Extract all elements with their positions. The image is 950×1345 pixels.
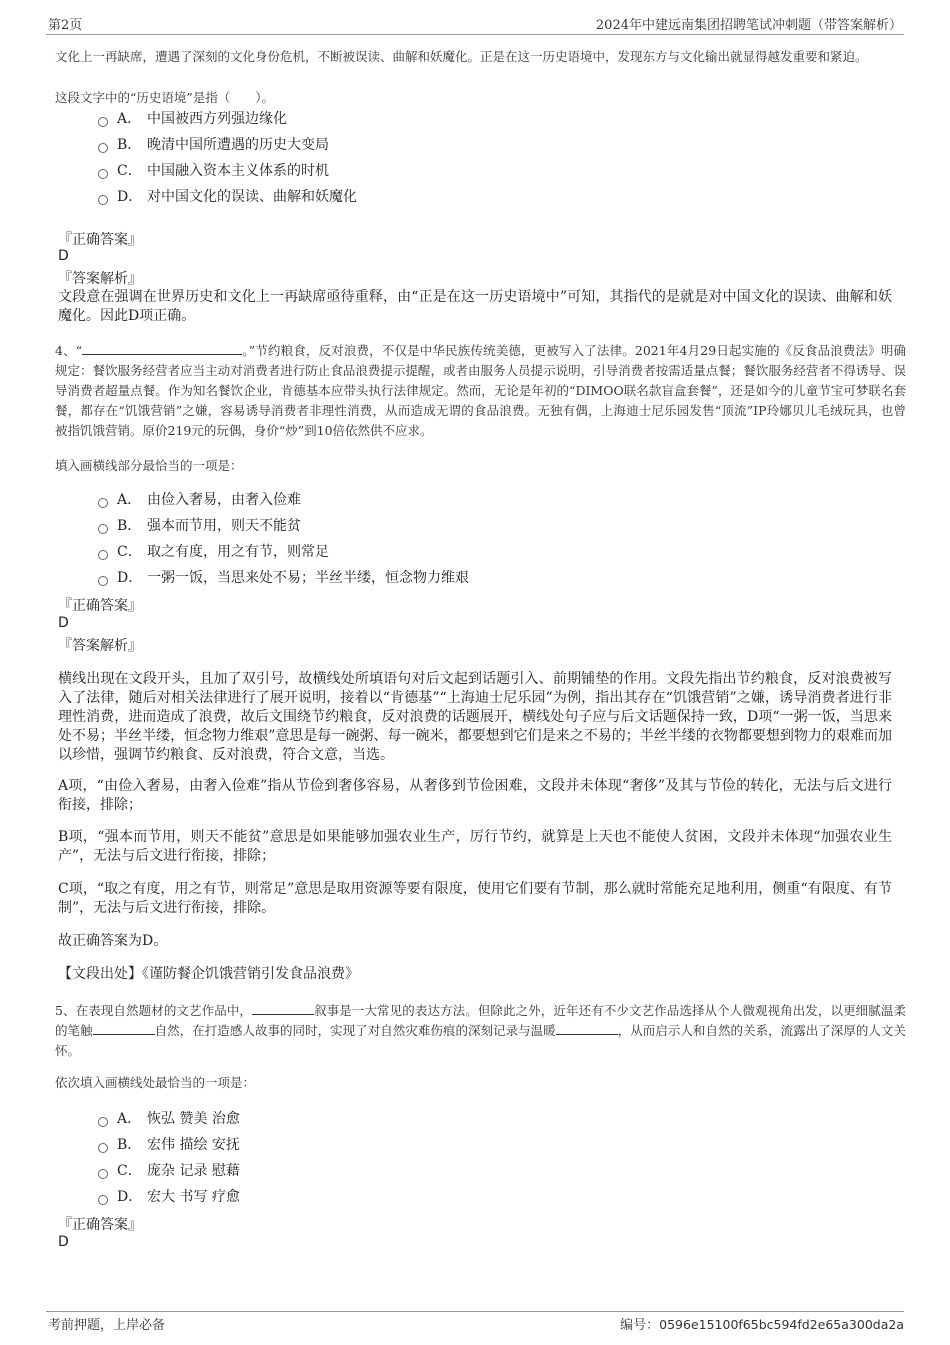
- q5-option-a[interactable]: A． 恢弘 赞美 治愈: [98, 1106, 240, 1132]
- q5-blank-3: [556, 1023, 618, 1035]
- footer-slogan: 考前押题，上岸必备: [48, 1318, 166, 1333]
- radio-icon[interactable]: [98, 550, 108, 560]
- page-header: [46, 14, 904, 34]
- q5-option-d[interactable]: D． 宏大 书写 疗愈: [98, 1184, 240, 1210]
- radio-icon[interactable]: [98, 1195, 108, 1205]
- q4-option-c[interactable]: C． 取之有度，用之有节，则常足: [98, 539, 469, 565]
- document-id: 编号：0596e15100f65bc594fd2e65a300da2a: [620, 1317, 904, 1333]
- q4-analysis-label: 『答案解析』: [58, 638, 142, 654]
- q4-passage: 4、“ 。”节约粮食，反对浪费，不仅是中华民族传统美德，更被写入了法律。2021年4月29日起实施的《反食品浪费法》明确规定：餐饮服务经营者应当主动对消费者进行防止食品浪费提示提醒，或者由服务人员提示说明，引导消费者按需适量点餐；餐饮服务经营者不得诱导、误导消费者超量点餐。作为知名餐饮企业，肯德基本应带头执行法律规定。然而，无论是年初的“DIMOO联名款盲盒套餐”，还是如今的儿童节宝可梦联名套餐，都存在“饥饿营销”之嫌，容易诱导消费者非理性消费，从而造成无谓的食品浪费。无独有偶，上海迪士尼乐园发售“顶流”IP玲娜贝儿毛绒玩具，也曾被指饥饿营销。原价219元的玩偶，身价“炒”到10倍依然供不应求。: [55, 343, 906, 438]
- radio-icon[interactable]: [98, 524, 108, 534]
- q3-answer: D: [58, 248, 69, 264]
- radio-icon[interactable]: [98, 117, 108, 127]
- q3-option-d[interactable]: D． 对中国文化的误读、曲解和妖魔化: [98, 184, 357, 210]
- q4-analysis-p5: 故正确答案为D。: [58, 933, 168, 949]
- header-divider: [46, 34, 904, 35]
- q4-analysis-p3: B项，“强本而节用，则天不能贫”意思是如果能够加强农业生产，厉行节约，就算是上天也不能使人贫困，文段并未体现“加强农业生产”，无法与后文进行衔接，排除；: [58, 829, 892, 864]
- q5-option-b[interactable]: B． 宏伟 描绘 安抚: [98, 1132, 240, 1158]
- radio-icon[interactable]: [98, 576, 108, 586]
- q5-answer-label: 『正确答案』: [58, 1217, 142, 1233]
- q3-option-a[interactable]: A． 中国被西方列强边缘化: [98, 106, 357, 132]
- q4-options: [98, 487, 469, 591]
- q5-passage: 5、在表现自然题材的文艺作品中， 叙事是一大常见的表达方法。但除此之外，近年还有不少文艺作品选择从个人微观视角出发，以更细腻温柔的笔触 自然，在打造感人故事的同时，实现了对自然灾难伤痕的深刻记录与温暖 ，从而启示人和自然的关系，流露出了深厚的人文关怀。: [55, 1003, 906, 1058]
- q4-option-a[interactable]: A． 由俭入奢易，由奢入俭难: [98, 487, 469, 513]
- q3-passage: 文化上一再缺席，遭遇了深刻的文化身份危机，不断被误读、曲解和妖魔化。正是在这一历史语境中，发现东方与文化输出就显得越发重要和紧迫。: [55, 49, 868, 64]
- radio-icon[interactable]: [98, 1117, 108, 1127]
- q3-analysis-label: 『答案解析』: [58, 271, 142, 287]
- q5-option-c[interactable]: C． 庞杂 记录 慰藉: [98, 1158, 240, 1184]
- q4-analysis-p4: C项，“取之有度，用之有节，则常足”意思是取用资源等要有限度，使用它们要有节制，那么就时常能充足地利用，侧重“有限度、有节制”，无法与后文进行衔接，排除。: [58, 881, 892, 916]
- radio-icon[interactable]: [98, 169, 108, 179]
- q4-answer: D: [58, 615, 69, 631]
- radio-icon[interactable]: [98, 1143, 108, 1153]
- q3-options: [98, 106, 357, 210]
- q3-analysis: 文段意在强调在世界历史和文化上一再缺席亟待重释，由“正是在这一历史语境中”可知，其指代的是就是对中国文化的误读、曲解和妖魔化。因此D项正确。: [58, 289, 892, 324]
- document-title: 2024年中建远南集团招聘笔试冲刺题（带答案解析）: [595, 18, 902, 33]
- q5-blank-2: [93, 1023, 155, 1035]
- q3-option-b[interactable]: B． 晚清中国所遭遇的历史大变局: [98, 132, 357, 158]
- footer-divider: [46, 1311, 904, 1312]
- q4-answer-label: 『正确答案』: [58, 598, 142, 614]
- q5-answer: D: [58, 1234, 69, 1250]
- q3-option-c[interactable]: C． 中国融入资本主义体系的时机: [98, 158, 357, 184]
- q4-source: 【文段出处】《谨防餐企饥饿营销引发食品浪费》: [58, 966, 359, 982]
- q3-question: 这段文字中的“历史语境”是指（ ）。: [55, 90, 275, 105]
- radio-icon[interactable]: [98, 143, 108, 153]
- q4-blank: [82, 343, 242, 355]
- q5-blank-1: [252, 1003, 314, 1015]
- q5-question: 依次填入画横线处最恰当的一项是：: [55, 1075, 256, 1090]
- q4-option-b[interactable]: B． 强本而节用，则天不能贫: [98, 513, 469, 539]
- radio-icon[interactable]: [98, 1169, 108, 1179]
- q3-answer-label: 『正确答案』: [58, 232, 142, 248]
- page-number: 第2页: [48, 18, 83, 33]
- q5-options: [98, 1106, 240, 1210]
- radio-icon[interactable]: [98, 498, 108, 508]
- q4-analysis-p2: A项，“由俭入奢易，由奢入俭难”指从节俭到奢侈容易，从奢侈到节俭困难，文段并未体现“奢侈”及其与节俭的转化，无法与后文进行衔接，排除；: [58, 778, 892, 813]
- q4-analysis-p1: 横线出现在文段开头，且加了双引号，故横线处所填语句对后文起到话题引入、前期铺垫的作用。文段先指出节约粮食，反对浪费被写入了法律，随后对相关法律进行了展开说明，接着以“肯德基”“上海迪士尼乐园”为例，指出其存在“饥饿营销”之嫌，诱导消费者进行非理性消费，进而造成了浪费，故后文围绕节约粮食，反对浪费的话题展开，横线处句子应与后文话题保持一致，D项“一粥一饭，当思来处不易；半丝半缕，恒念物力维艰”意思是每一碗粥、每一碗米，都要想到它们是来之不易的；半丝半缕的衣物都要想到物力的艰难而加以珍惜，强调节约粮食、反对浪费，符合文意，当选。: [58, 671, 892, 763]
- q4-question: 填入画横线部分最恰当的一项是：: [55, 458, 243, 473]
- radio-icon[interactable]: [98, 195, 108, 205]
- q4-option-d[interactable]: D． 一粥一饭，当思来处不易；半丝半缕，恒念物力维艰: [98, 565, 469, 591]
